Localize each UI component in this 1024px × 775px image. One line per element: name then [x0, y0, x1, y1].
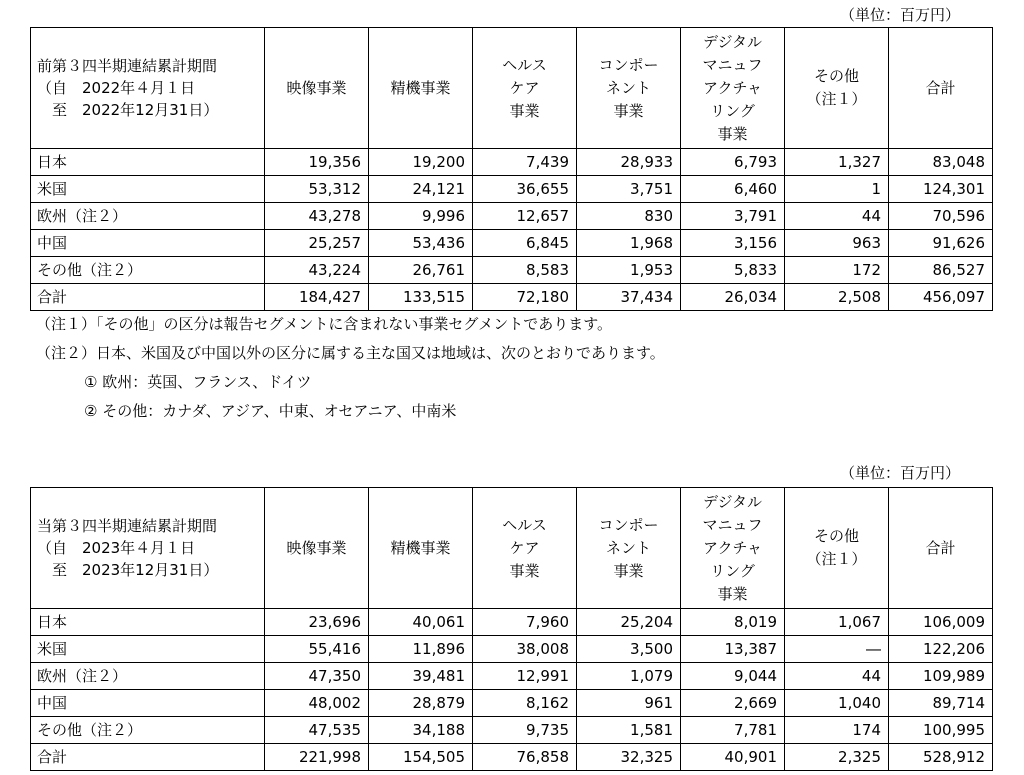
value-cell: 7,781 [681, 717, 785, 744]
value-cell: 53,312 [265, 176, 369, 203]
row-label: 日本 [31, 609, 265, 636]
value-cell: 2,508 [785, 284, 889, 311]
value-cell: 9,735 [473, 717, 577, 744]
value-cell: 2,669 [681, 690, 785, 717]
value-cell: 47,350 [265, 663, 369, 690]
unit-label-2: （単位：百万円） [839, 464, 960, 482]
value-cell: 1,040 [785, 690, 889, 717]
value-cell: 133,515 [369, 284, 473, 311]
value-cell: 19,200 [369, 149, 473, 176]
value-cell: 154,505 [369, 744, 473, 771]
column-header: 合計 [889, 28, 993, 149]
value-cell: 40,061 [369, 609, 473, 636]
value-cell: 8,583 [473, 257, 577, 284]
value-cell: 9,996 [369, 203, 473, 230]
table-row [31, 744, 993, 771]
value-cell: 43,224 [265, 257, 369, 284]
value-cell: 23,696 [265, 609, 369, 636]
value-cell: 55,416 [265, 636, 369, 663]
note-2-item-europe: ① 欧州：英国、フランス、ドイツ [84, 373, 312, 391]
value-cell: 39,481 [369, 663, 473, 690]
value-cell: 12,657 [473, 203, 577, 230]
period-line: （自 2023年４月１日 [37, 539, 196, 557]
value-cell: 34,188 [369, 717, 473, 744]
value-cell: 40,901 [681, 744, 785, 771]
value-cell: 830 [577, 203, 681, 230]
period-header [31, 488, 265, 609]
segment-table-prior [30, 27, 993, 311]
value-cell: 25,204 [577, 609, 681, 636]
value-cell: 11,896 [369, 636, 473, 663]
value-cell: 1,079 [577, 663, 681, 690]
value-cell: 86,527 [889, 257, 993, 284]
table-row [31, 176, 993, 203]
row-label: 中国 [31, 690, 265, 717]
value-cell: 1,327 [785, 149, 889, 176]
value-cell: 53,436 [369, 230, 473, 257]
value-cell: 48,002 [265, 690, 369, 717]
value-cell: 28,933 [577, 149, 681, 176]
value-cell: 172 [785, 257, 889, 284]
column-header: その他 （注１） [785, 488, 889, 609]
value-cell: 83,048 [889, 149, 993, 176]
table-row [31, 230, 993, 257]
note-2-item-other: ② その他：カナダ、アジア、中東、オセアニア、中南米 [84, 402, 457, 420]
value-cell: 2,325 [785, 744, 889, 771]
column-header: ヘルス ケア 事業 [473, 488, 577, 609]
value-cell: ― [785, 636, 889, 663]
header-row [31, 28, 993, 149]
value-cell: 47,535 [265, 717, 369, 744]
value-cell: 456,097 [889, 284, 993, 311]
header-row [31, 488, 993, 609]
value-cell: 24,121 [369, 176, 473, 203]
value-cell: 100,995 [889, 717, 993, 744]
value-cell: 8,162 [473, 690, 577, 717]
column-header: 精機事業 [369, 488, 473, 609]
table-row [31, 609, 993, 636]
row-label: 合計 [31, 744, 265, 771]
row-label: 米国 [31, 636, 265, 663]
table-row [31, 717, 993, 744]
value-cell: 528,912 [889, 744, 993, 771]
value-cell: 961 [577, 690, 681, 717]
column-header: 映像事業 [265, 488, 369, 609]
period-line: 当第３四半期連結累計期間 [37, 517, 218, 535]
value-cell: 72,180 [473, 284, 577, 311]
row-label: 中国 [31, 230, 265, 257]
value-cell: 1,968 [577, 230, 681, 257]
value-cell: 89,714 [889, 690, 993, 717]
value-cell: 70,596 [889, 203, 993, 230]
column-header: 精機事業 [369, 28, 473, 149]
value-cell: 44 [785, 203, 889, 230]
column-header: デジタル マニュフ アクチャ リング 事業 [681, 28, 785, 149]
table-row [31, 636, 993, 663]
value-cell: 25,257 [265, 230, 369, 257]
value-cell: 38,008 [473, 636, 577, 663]
period-header [31, 28, 265, 149]
table-row [31, 284, 993, 311]
table-row [31, 663, 993, 690]
column-header: その他 （注１） [785, 28, 889, 149]
row-label: 日本 [31, 149, 265, 176]
value-cell: 7,960 [473, 609, 577, 636]
table-row [31, 203, 993, 230]
segment-table-current [30, 487, 993, 771]
value-cell: 1,067 [785, 609, 889, 636]
table-row [31, 149, 993, 176]
column-header: ヘルス ケア 事業 [473, 28, 577, 149]
value-cell: 43,278 [265, 203, 369, 230]
value-cell: 6,845 [473, 230, 577, 257]
row-label: 米国 [31, 176, 265, 203]
value-cell: 6,793 [681, 149, 785, 176]
value-cell: 184,427 [265, 284, 369, 311]
value-cell: 9,044 [681, 663, 785, 690]
value-cell: 1,953 [577, 257, 681, 284]
value-cell: 109,989 [889, 663, 993, 690]
row-label: その他（注２） [31, 717, 265, 744]
value-cell: 76,858 [473, 744, 577, 771]
column-header: 映像事業 [265, 28, 369, 149]
period-line: 至 2022年12月31日） [37, 101, 219, 119]
value-cell: 1 [785, 176, 889, 203]
note-2: （注２）日本、米国及び中国以外の区分に属する主な国又は地域は、次のとおりであります。 [36, 344, 665, 362]
value-cell: 124,301 [889, 176, 993, 203]
value-cell: 26,034 [681, 284, 785, 311]
value-cell: 106,009 [889, 609, 993, 636]
value-cell: 7,439 [473, 149, 577, 176]
row-label: 欧州（注２） [31, 203, 265, 230]
value-cell: 122,206 [889, 636, 993, 663]
column-header: コンポー ネント 事業 [577, 28, 681, 149]
table-row [31, 690, 993, 717]
column-header: 合計 [889, 488, 993, 609]
value-cell: 91,626 [889, 230, 993, 257]
period-line: 至 2023年12月31日） [37, 561, 219, 579]
value-cell: 19,356 [265, 149, 369, 176]
value-cell: 5,833 [681, 257, 785, 284]
value-cell: 26,761 [369, 257, 473, 284]
value-cell: 37,434 [577, 284, 681, 311]
column-header: デジタル マニュフ アクチャ リング 事業 [681, 488, 785, 609]
value-cell: 1,581 [577, 717, 681, 744]
row-label: その他（注２） [31, 257, 265, 284]
value-cell: 174 [785, 717, 889, 744]
table-row [31, 257, 993, 284]
value-cell: 6,460 [681, 176, 785, 203]
column-header: コンポー ネント 事業 [577, 488, 681, 609]
value-cell: 12,991 [473, 663, 577, 690]
row-label: 欧州（注２） [31, 663, 265, 690]
notes [36, 310, 665, 426]
value-cell: 3,156 [681, 230, 785, 257]
value-cell: 44 [785, 663, 889, 690]
value-cell: 963 [785, 230, 889, 257]
value-cell: 36,655 [473, 176, 577, 203]
period-line: 前第３四半期連結累計期間 [37, 57, 218, 75]
value-cell: 8,019 [681, 609, 785, 636]
unit-label: （単位：百万円） [839, 6, 960, 24]
value-cell: 3,500 [577, 636, 681, 663]
period-line: （自 2022年４月１日 [37, 79, 196, 97]
value-cell: 32,325 [577, 744, 681, 771]
value-cell: 221,998 [265, 744, 369, 771]
value-cell: 3,791 [681, 203, 785, 230]
row-label: 合計 [31, 284, 265, 311]
note-1: （注１）「その他」の区分は報告セグメントに含まれない事業セグメントであります。 [36, 315, 613, 333]
value-cell: 28,879 [369, 690, 473, 717]
value-cell: 13,387 [681, 636, 785, 663]
value-cell: 3,751 [577, 176, 681, 203]
